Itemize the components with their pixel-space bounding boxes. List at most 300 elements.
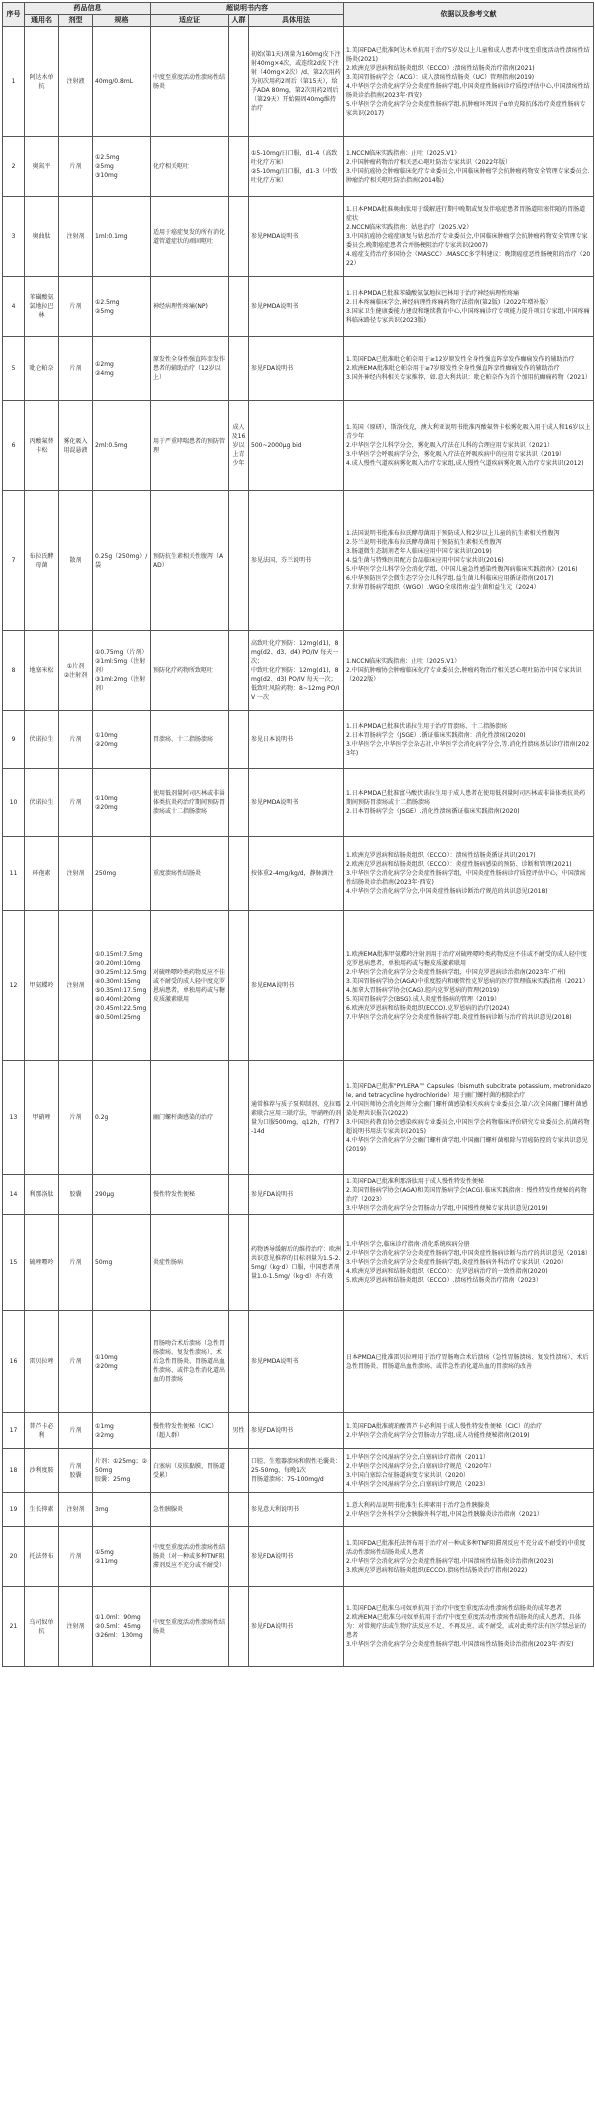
cell-spec-text: ⑤0.35ml:17.5mg [95, 986, 147, 994]
reference-item: 3.肠道微生态制剂老年人临床应用中国专家共识(2019) [346, 548, 492, 555]
cell-population [229, 631, 249, 711]
cell-dosage-form-text: 注射剂 [66, 233, 85, 240]
cell-seq [3, 277, 25, 337]
cell-usage [249, 337, 344, 401]
cell-spec-text: 0.25g（250mg）/袋 [95, 552, 148, 569]
header-name: 通用名 [25, 15, 59, 27]
cell-indication [151, 1413, 229, 1449]
table-row [3, 631, 594, 711]
cell-usage [249, 197, 344, 277]
cell-indication [151, 1215, 229, 1311]
header-seq: 序号 [3, 3, 25, 27]
cell-drug-name [25, 769, 59, 837]
cell-dosage-form [59, 337, 93, 401]
cell-dosage-form [59, 1449, 93, 1493]
reference-item: 3.中华医学会消化病学分会炎症性肠病学组，中国炎症性肠病诊疗质控评估中心，中国溃疡性结肠炎诊治指南(2023年·西安) [346, 870, 586, 886]
reference-item: 4.中华医学会消化病学分会,中国炎症性肠病诊断治疗规范的共识意见(2018) [346, 888, 548, 895]
cell-indication-text: 慢性特发性便秘 [153, 1191, 196, 1198]
cell-usage-text: 口腔、生殖器溃疡和假性毛囊炎：25-50mg，每晚1次 [251, 1458, 342, 1474]
cell-dosage-form-text: 胶囊 [69, 1471, 82, 1479]
cell-references [344, 837, 594, 911]
reference-item: 3.中国白塞综合征肠道病变专家共识（2020） [346, 1471, 470, 1479]
cell-usage [249, 711, 344, 769]
cell-spec-text: ②11mg [95, 1557, 118, 1565]
cell-spec-text: ⑥0.40ml:20mg [95, 995, 141, 1003]
reference-item: 3.中华医学会,中华医学会杂志社,中华医学会消化病学分会,等.消化性溃疡基层诊疗指南(2023年) [346, 740, 590, 757]
cell-spec [93, 1311, 151, 1413]
cell-spec-text: 40mg/0.8mL [95, 78, 134, 85]
cell-indication-text: 预防抗生素相关性腹泻（AAD） [153, 552, 224, 569]
cell-drug-name-text: 环孢素 [32, 870, 51, 877]
cell-indication-text: 慢性特发性便秘（CIC）（超人群） [153, 1422, 218, 1439]
cell-drug-name-text: 硫唑嘌呤 [29, 1259, 54, 1266]
cell-drug-name-text: 吡仑帕奈 [29, 365, 54, 372]
cell-spec-text: ①5mg [95, 1548, 114, 1556]
cell-dosage-form-text: 片剂 [69, 736, 82, 743]
cell-drug-name [25, 911, 59, 1061]
reference-item: 3.中国抗癌协会肿瘤临床化疗专业委员会,中国临床肿瘤学会抗肿瘤药物安全管理专家委员会.肿瘤治疗相关呕吐防治指南(2014版) [346, 167, 590, 184]
cell-spec-text: ③0.25ml:12.5mg [95, 968, 147, 976]
cell-population [229, 911, 249, 1061]
cell-usage-text: 胃肠道溃疡：75-100mg/d [251, 1476, 324, 1483]
cell-indication-text: 炎症性肠病 [153, 1259, 184, 1266]
cell-spec [93, 1215, 151, 1311]
cell-indication-text: 适用于癌症复发的所有消化道管道症状的顽固呕吐 [153, 228, 226, 245]
cell-seq [3, 769, 25, 837]
cell-population [229, 1413, 249, 1449]
cell-spec [93, 837, 151, 911]
cell-dosage-form [59, 1215, 93, 1311]
reference-item: 1.美国FDA批准琥珀酸普芦卡必利用于成人慢性特发性便秘（CIC）的治疗 [346, 1422, 542, 1430]
reference-item: 2.中国抗肿瘤协会肿瘤临床化疗专业委员会,肿瘤药物治疗相关恶心呕吐防治中国专家共识（2022版） [346, 667, 582, 683]
cell-seq-text: 7 [11, 557, 16, 564]
cell-indication [151, 1587, 229, 1667]
cell-population [229, 1449, 249, 1493]
reference-item: 1.法国说明书批准布拉氏酵母菌用于预防成人和2岁以上儿童的抗生素相关性腹泻 [346, 530, 560, 537]
reference-item: 1.欧洲EMA批准甲氨蝶呤注射剂用于治疗对硫唑嘌呤类药物反应不佳或不耐受的成人轻中度克罗恩病患者，单独用药或与糖皮质激素联用 [346, 950, 587, 967]
cell-dosage-form [59, 911, 93, 1061]
cell-indication-text: 原发性全身性强直阵挛发作患者的辅助治疗（12岁以上） [153, 356, 226, 381]
reference-item: 7.世界胃肠病学组织（WGO）.WGO全球指南:益生菌和益生元（2024） [346, 584, 540, 591]
cell-spec [93, 911, 151, 1061]
reference-item: 3.国家卫生健康委能力建设和继续教育中心,中国疼痛诊疗专项能力提升项目专家组,中国疼痛科临床路径专家共识(2023版) [346, 307, 590, 324]
header-population: 人群 [229, 15, 249, 27]
cell-drug-name-text: 甲氨蝶呤 [29, 982, 54, 989]
table-row [3, 277, 594, 337]
reference-item: 3.中华医学会消化病学分会炎症性肠病学组.中国溃疡性结肠炎诊治指南(2023年·西安) [346, 1641, 574, 1648]
cell-population [229, 401, 249, 491]
cell-dosage-form-text: ②注射剂 [63, 671, 88, 679]
cell-seq-text: 8 [11, 667, 16, 674]
cell-population [229, 711, 249, 769]
cell-indication [151, 1527, 229, 1587]
table-row [3, 337, 594, 401]
cell-indication-text: 使用低剂量阿司匹林或非甾体类抗炎药治疗期间预防胃溃疡或十二指肠溃疡 [153, 790, 226, 815]
cell-dosage-form-text: 注射剂 [66, 982, 85, 989]
cell-drug-name-text: 雷贝拉唑 [29, 1358, 54, 1365]
reference-item: 2.中国医师协会消化医师分会幽门螺杆菌感染相关疾病专业委员会.第六次全国幽门螺杆菌感染处理共识报告(2022) [346, 1100, 588, 1117]
cell-spec [93, 1061, 151, 1175]
cell-indication [151, 631, 229, 711]
cell-drug-name-text: 沙利度胺 [29, 1467, 54, 1474]
cell-spec-text: ②20mg [95, 1362, 118, 1370]
reference-item: 3.中华医学会消化病学分会炎症性肠病学组,炎症性肠病外科治疗专家共识（2020） [346, 1259, 567, 1266]
cell-population-text: 男性 [232, 1427, 245, 1434]
cell-spec-text: 1ml:0.1mg [95, 233, 128, 240]
reference-item: 1.英国（原研），斯洛伐克，澳大利亚说明书批准丙酸氟替卡松雾化吸入用于成人和16岁以上青少年 [346, 424, 591, 440]
cell-drug-name-text: 乌司奴单抗 [29, 1618, 54, 1635]
cell-seq-text: 3 [11, 233, 16, 240]
reference-item: 6.欧洲克罗恩病和结肠炎组织(ECCO).克罗恩病的治疗(2024) [346, 1004, 510, 1012]
cell-spec [93, 1587, 151, 1667]
cell-references [344, 401, 594, 491]
cell-usage-text: 参见FDA说明书 [251, 1191, 294, 1198]
cell-seq-text: 14 [9, 1191, 18, 1198]
cell-spec [93, 631, 151, 711]
cell-spec-text: ②4mg [95, 369, 114, 377]
cell-drug-name [25, 1527, 59, 1587]
cell-indication [151, 1175, 229, 1215]
table-row [3, 1413, 594, 1449]
cell-spec-text: 250mg [95, 870, 117, 877]
cell-dosage-form [59, 1493, 93, 1527]
cell-drug-name-text: 奥曲肽 [32, 233, 51, 240]
cell-drug-name-text: 利那洛肽 [29, 1191, 54, 1198]
table-body [3, 27, 594, 1667]
cell-indication [151, 197, 229, 277]
cell-seq-text: 11 [9, 870, 18, 877]
reference-item: 2.欧洲EMA已批准乌司奴单抗用于治疗中度至重度活动性溃疡性结肠炎的成人患者，具体为：对常规疗法或生物疗法反应不足、不再反应、或不耐受，或对此类疗法有医学禁忌证的患者 [346, 1614, 587, 1639]
cell-drug-name [25, 197, 59, 277]
cell-indication [151, 491, 229, 631]
cell-seq [3, 1215, 25, 1311]
cell-spec [93, 769, 151, 837]
cell-usage-text: 参见意大利说明书 [251, 1506, 300, 1513]
cell-usage-text: 药物诱导缓解后的维持治疗：欧洲共识意见推荐的目标剂量为1.5-2.5mg/（kg·d）口服，中国患者剂量1.0-1.5mg/（kg·d）亦有效 [251, 1245, 342, 1280]
reference-item: 4.加拿大胃肠病学协会(CAG).腔内克罗恩病的管理(2019) [346, 986, 500, 994]
cell-indication [151, 1493, 229, 1527]
reference-item: 3.国外神经内科相关专家推荐，如.意大利共识：吡仑帕奈作为首个加用抗癫痫药物（2021） [346, 374, 591, 381]
reference-item: 日本PMDA已批准雷贝拉唑用于治疗胃肠吻合术后溃疡（急性胃肠溃疡、复发性溃疡）、术后急性胃肠炎、胃肠道出血性溃疡、或伴急性消化道出血的胃溃疡的改善 [346, 1353, 589, 1370]
reference-item: 1.美国FDA已批准利那洛肽用于成人慢性特发性便秘 [346, 1177, 484, 1185]
reference-item: 1.美国FDA已批准乌司奴单抗用于治疗中度至重度活动性溃疡性结肠炎的成年患者 [346, 1605, 562, 1612]
cell-dosage-form [59, 1061, 93, 1175]
cell-spec [93, 491, 151, 631]
cell-usage-text: 参见PMDA说明书 [251, 1358, 299, 1365]
cell-indication-text: 化疗相关呕吐 [153, 163, 190, 170]
cell-indication [151, 1061, 229, 1175]
cell-usage-text: 中致吐化疗预防：12mg(d1)，8mg(d2、d3) PO/IV 每天一次； [251, 667, 339, 683]
cell-seq-text: 5 [11, 365, 16, 372]
cell-dosage-form [59, 631, 93, 711]
reference-item: 2.欧洲EMA批准吡仑帕奈用于≥7岁原发性全身性强直阵挛性癫痫发作的辅助治疗 [346, 365, 560, 372]
cell-dosage-form-text: 片剂 [69, 1259, 82, 1266]
reference-item: 1.NCCN临床实践指南：止吐（2025.V1） [346, 149, 461, 157]
cell-dosage-form [59, 1413, 93, 1449]
cell-drug-name [25, 337, 59, 401]
cell-drug-name-text: 地塞米松 [29, 667, 54, 674]
cell-dosage-form [59, 1175, 93, 1215]
cell-dosage-form [59, 277, 93, 337]
cell-drug-name-text: 甲硝唑 [32, 1114, 51, 1121]
cell-seq-text: 19 [9, 1506, 18, 1513]
table-row [3, 1527, 594, 1587]
reference-item: 2.中华医学会外科学分会胰腺外科学组,中国急性胰腺炎诊治指南（2021） [346, 1510, 543, 1518]
cell-seq [3, 837, 25, 911]
cell-dosage-form [59, 769, 93, 837]
cell-usage-text: 低致吐风险药物：8~12mg PO/IV 一次 [251, 685, 340, 701]
cell-indication [151, 27, 229, 137]
cell-indication [151, 769, 229, 837]
reference-item: 2.欧洲克罗恩病和结肠炎组织（ECCO）：炎症性肠病感染的预防、诊断和管理(2021) [346, 861, 572, 868]
cell-spec-text: ③1ml:2mg（注射剂） [95, 676, 146, 692]
cell-drug-name [25, 1175, 59, 1215]
cell-spec-text: ①2mg [95, 360, 114, 368]
table-row [3, 911, 594, 1061]
cell-usage-text: 参见PMDA说明书 [251, 303, 299, 310]
cell-spec-text: ①1mg [95, 1422, 114, 1430]
cell-seq-text: 17 [9, 1427, 18, 1434]
cell-dosage-form [59, 1527, 93, 1587]
table-row [3, 1175, 594, 1215]
reference-item: 5.中华医学会消化病学分会炎症性肠病学组.抗肿瘤坏死因子α单克隆抗体治疗炎症性肠病专家共识(2017) [346, 100, 586, 117]
reference-item: 4.益生菌与特殊医用配方食品临床应用中国专家共识(2016) [346, 557, 504, 564]
cell-dosage-form [59, 711, 93, 769]
cell-references [344, 631, 594, 711]
reference-item: 6.中华预防医学会微生态学分会儿科学组.益生菌儿科临床应用循证指南(2017) [346, 575, 554, 582]
table-row [3, 1493, 594, 1527]
table-row [3, 769, 594, 837]
cell-seq-text: 1 [11, 78, 16, 85]
cell-indication-text: 胃溃疡、十二指肠溃疡 [153, 736, 214, 743]
cell-usage [249, 911, 344, 1061]
reference-item: 7.中华医学会消化病学分会炎症性肠病学组.炎症性肠病诊断与治疗的共识意见(2018) [346, 1013, 572, 1021]
cell-spec [93, 337, 151, 401]
cell-dosage-form [59, 27, 93, 137]
header-spec: 规格 [93, 15, 151, 27]
reference-item: 1.意大利药品说明书批准生长抑素用于治疗急性胰腺炎 [346, 1501, 490, 1509]
reference-item: 1.NCCN临床实践指南：止吐（2025.V1） [346, 658, 461, 665]
cell-usage-text: 参见FDA说明书 [251, 365, 294, 372]
table-row [3, 1215, 594, 1311]
cell-seq-text: 4 [11, 303, 16, 310]
table-row [3, 1587, 594, 1667]
cell-spec [93, 1413, 151, 1449]
cell-seq-text: 21 [9, 1623, 18, 1630]
cell-seq [3, 1587, 25, 1667]
cell-population [229, 277, 249, 337]
cell-population-text: 成人及16岁以上青少年 [231, 424, 246, 467]
cell-drug-name-text: 普芦卡必利 [29, 1422, 54, 1439]
cell-seq [3, 1449, 25, 1493]
cell-population [229, 1215, 249, 1311]
cell-population [229, 1061, 249, 1175]
cell-spec [93, 197, 151, 277]
reference-item: 3.欧洲克罗恩病和结肠炎组织(ECCO).溃疡性结肠炎治疗指南(2022) [346, 1566, 528, 1574]
cell-population [229, 1587, 249, 1667]
reference-item: 1.美国FDA已批准托法替布用于治疗对一种或多种TNF阻滞剂反应不充分或不耐受的中重度活动性溃疡性结肠炎成人患者 [346, 1539, 586, 1556]
off-label-drug-table [2, 2, 594, 1667]
cell-seq [3, 911, 25, 1061]
cell-drug-name [25, 27, 59, 137]
cell-drug-name [25, 631, 59, 711]
cell-indication-text: 中度至重度活动性溃疡性结肠炎（对一种或多种TNF阻滞剂反应不充分或不耐受） [153, 1544, 226, 1569]
cell-references [344, 1311, 594, 1413]
cell-spec [93, 1449, 151, 1493]
cell-seq [3, 1175, 25, 1215]
cell-drug-name-text: 丙酸氟替卡松 [29, 437, 54, 454]
cell-seq [3, 1311, 25, 1413]
cell-seq-text: 13 [9, 1114, 18, 1121]
cell-references [344, 1175, 594, 1215]
cell-indication-text: 重度溃疡性结肠炎 [153, 870, 202, 877]
cell-spec-text: ①0.15ml:7.5mg [95, 950, 143, 958]
header-usage: 具体用法 [249, 15, 344, 27]
table-row [3, 27, 594, 137]
cell-indication [151, 337, 229, 401]
table-row [3, 711, 594, 769]
cell-seq [3, 401, 25, 491]
reference-item: 1.日本PMDA已批准苯磺酸氨氯地拉巴林用于治疗神经病理性疼痛 [346, 289, 520, 297]
cell-seq-text: 6 [11, 442, 16, 449]
cell-drug-name [25, 491, 59, 631]
cell-dosage-form-text: 片剂 [69, 1553, 82, 1560]
table-row [3, 837, 594, 911]
cell-usage [249, 1587, 344, 1667]
reference-item: 5.中华医学会儿科学分会消化学组,《中国儿童急性感染性腹泻病临床实践指南》(2016) [346, 566, 578, 573]
cell-dosage-form-text: 片剂 [69, 1358, 82, 1365]
cell-usage [249, 1061, 344, 1175]
reference-item: 3.中国抗癌协会癌症康复与姑息治疗专业委员会,中国临床肿瘤学会抗肿瘤药物安全管理专家委员会,晚期癌症患者合并肠梗阻治疗专家共识(2007) [346, 233, 588, 249]
reference-item: 2.中华医学会消化病学分会胃肠动力学组.成人功能性便秘指南(2019) [346, 1431, 530, 1439]
cell-drug-name-text: 伏诺拉生 [29, 736, 54, 743]
reference-item: 1.美国FDA已批准吡仑帕奈用于≥12岁原发性全身性强直阵挛发作癫痫发作的辅助治疗 [346, 356, 575, 363]
reference-item: 2.中华医学会消化病学分会炎症性肠病学组.中国溃疡性结肠炎诊治指南(2023) [346, 1557, 554, 1565]
cell-seq-text: 16 [9, 1358, 18, 1365]
cell-drug-name-text: 托法替布 [29, 1553, 54, 1560]
header-form: 剂型 [59, 15, 93, 27]
reference-item: 2.日本胃肠病学会（JSGE）.循证临床实践指南：消化性溃疡(2020) [346, 731, 526, 739]
table-row [3, 197, 594, 277]
cell-references [344, 27, 594, 137]
cell-spec-text: 290μg [95, 1191, 115, 1198]
reference-item: 1.日本PMDA已批准富马酸伏诺拉生用于成人患者在使用低剂量阿司匹林或非甾体类抗炎药期间预防胃溃疡或十二指肠溃疡 [346, 790, 586, 806]
cell-usage-text: 初始(第1天)剂量为160mg皮下注射40mg×4次，或连续2d皮下注射（40mg×2次）/d，第2次用药为初次用药2周后（第15天），给予ADA 80mg，第2次用药2周后（第29天）开始隔周40mg维持治疗 [251, 51, 341, 112]
cell-spec-text: 50mg [95, 1259, 113, 1266]
cell-indication [151, 1311, 229, 1413]
cell-drug-name [25, 401, 59, 491]
cell-spec-text: ①2.5mg [95, 154, 120, 161]
cell-dosage-form-text: 片剂 [69, 1114, 82, 1121]
cell-dosage-form [59, 401, 93, 491]
cell-references [344, 711, 594, 769]
cell-usage [249, 491, 344, 631]
reference-item: 2.美国胃肠病学协会(AGA)和美国胃肠病学会(ACG).临床实践指南：慢性特发性便秘的药物治疗（2023） [346, 1186, 587, 1203]
cell-spec-text: ③10mg [95, 172, 118, 179]
cell-usage-text: 参见FDA说明书 [251, 1553, 294, 1560]
cell-references [344, 911, 594, 1061]
cell-references [344, 337, 594, 401]
cell-seq-text: 12 [9, 982, 18, 989]
reference-item: 4.中华医学会消化病学分会幽门螺杆菌学组.中国幽门螺杆菌根除与胃癌防控的专家共识意见(2019) [346, 1136, 588, 1153]
cell-dosage-form-text: 片剂 [69, 799, 82, 806]
cell-dosage-form-text: 注射剂 [66, 870, 85, 877]
cell-spec [93, 401, 151, 491]
cell-indication [151, 911, 229, 1061]
reference-item: 1.美国FDA已批准阿达木单抗用于治疗5岁及以上儿童和成人患者中度至重度活动性溃疡性结肠炎(2021) [346, 46, 590, 63]
cell-drug-name-text: 布拉氏酵母菌 [29, 552, 54, 569]
cell-references [344, 1449, 594, 1493]
cell-spec-text: ④0.30ml:15mg [95, 977, 141, 985]
reference-item: 2.中华医学会儿科学分会，雾化吸入疗法在儿科的合理应用专家共识（2021） [346, 442, 554, 449]
cell-references [344, 137, 594, 197]
reference-item: 4.中华医学会消化病学分会炎症性肠病学组,中国炎症性肠病诊疗质控评估中心,中国溃疡性结肠炎诊治指南(2023年·西安) [346, 82, 590, 99]
cell-indication-text: 中度至重度活动性溃疡性结肠炎 [153, 1618, 226, 1635]
cell-usage-text: 通常推荐与质子泵抑制剂、克拉霉素联合应用三联疗法，甲硝唑的剂量为口服500mg，q12h，疗程7-14d [251, 1100, 342, 1135]
cell-usage-text: 参见法国、芬兰说明书 [251, 557, 312, 564]
cell-spec-text: ①2.5mg [95, 298, 120, 306]
cell-spec-text: ②20mg [95, 740, 118, 748]
cell-indication [151, 1449, 229, 1493]
cell-spec-text: ①1.0ml：90mg [95, 1614, 141, 1621]
cell-spec-text: ①10mg [95, 731, 118, 739]
cell-spec-text: ②5mg [95, 163, 114, 170]
cell-drug-name-text: 伏诺拉生 [29, 799, 54, 806]
cell-spec-text: ①0.75mg（片剂） [95, 649, 148, 656]
cell-dosage-form-text: 片剂 [69, 1462, 82, 1470]
table-row [3, 401, 594, 491]
table-row [3, 1311, 594, 1413]
cell-population [229, 837, 249, 911]
cell-usage [249, 1311, 344, 1413]
cell-spec-text: ⑦0.45ml:22.5mg [95, 1004, 147, 1012]
reference-item: 2.欧洲克罗恩病和结肠炎组织（ECCO）:溃疡性结肠炎治疗指南(2021) [346, 64, 535, 72]
cell-seq-text: 2 [11, 163, 16, 170]
reference-item: 4.中华医学会风湿病学分会,白塞病诊疗规范（2023） [346, 1480, 489, 1488]
reference-item: 2.日本胃肠病学会（JSGE）.消化性溃疡循证临床实践指南(2020) [346, 808, 520, 815]
reference-item: 3.中华医学会消化病学分会胃肠动力学组,中国慢性便秘专家共识意见(2019) [346, 1204, 548, 1212]
cell-indication-text: 中度至重度活动性溃疡性结肠炎 [153, 73, 226, 90]
table-row [3, 491, 594, 631]
cell-usage [249, 1493, 344, 1527]
cell-seq [3, 1061, 25, 1175]
header-basis: 依据以及参考文献 [344, 3, 594, 27]
cell-indication [151, 137, 229, 197]
cell-indication-text: 幽门螺杆菌感染的治疗 [153, 1114, 214, 1121]
cell-spec-text: 0.2g [95, 1114, 109, 1121]
cell-usage [249, 1175, 344, 1215]
cell-dosage-form [59, 837, 93, 911]
cell-usage [249, 401, 344, 491]
cell-spec [93, 1493, 151, 1527]
cell-spec-text: 胶囊：25mg [95, 1476, 131, 1483]
cell-usage-text: 按体重2-4mg/kg/d，静脉滴注 [251, 870, 334, 877]
cell-drug-name-text: 生长抑素 [29, 1506, 54, 1513]
cell-references [344, 769, 594, 837]
cell-dosage-form-text: 片剂 [69, 365, 82, 372]
cell-spec [93, 1175, 151, 1215]
cell-seq [3, 491, 25, 631]
cell-spec-text: ②2mg [95, 1431, 114, 1439]
cell-indication-text: 胃肠吻合术后溃疡（急性胃肠溃疡、复发性溃疡）、术后急性胃肠炎、胃肠道出血性溃疡、或伴急性消化道出血的胃溃疡 [153, 1340, 226, 1383]
cell-dosage-form-text: 雾化吸入用混悬液 [63, 437, 88, 454]
reference-item: 1.日本PMDA已批准伏诺拉生用于治疗胃溃疡、十二指肠溃疡 [346, 722, 508, 730]
cell-references [344, 1587, 594, 1667]
cell-seq [3, 631, 25, 711]
reference-item: 2.中国肿瘤药物治疗相关恶心呕吐防治专家共识（2022年版） [346, 158, 512, 166]
cell-spec-text: ②0.5ml：45mg [95, 1623, 141, 1630]
cell-drug-name [25, 1587, 59, 1667]
